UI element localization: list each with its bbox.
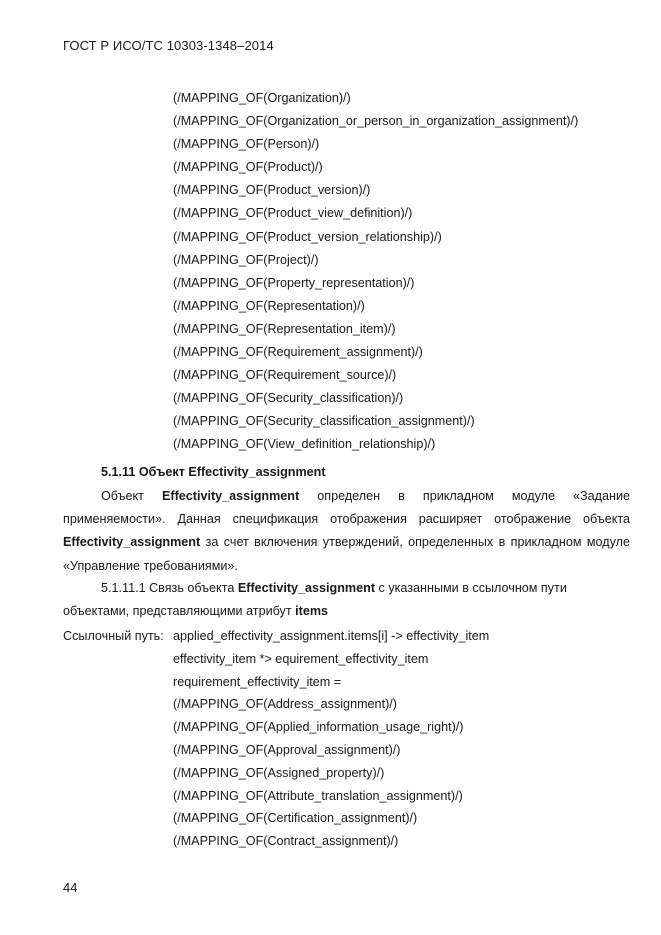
- list-item: (/MAPPING_OF(Organization_or_person_in_organization_assignment)/): [173, 114, 579, 129]
- reference-path-label: Ссылочный путь:: [63, 629, 164, 643]
- list-item: (/MAPPING_OF(Security_classification_assignment)/): [173, 414, 475, 429]
- subsection-paragraph: 5.1.11.1 Связь объекта Effectivity_assignment с указанными в ссылочном пути объектами, представляющими атрибут items: [63, 581, 567, 619]
- list-item: (/MAPPING_OF(Applied_information_usage_right)/): [173, 720, 464, 735]
- section-heading: 5.1.11 Объект Effectivity_assignment: [101, 465, 326, 479]
- section-paragraph: Объект Effectivity_assignment определен в прикладном модуле «Задание применяемости». Данная спецификация отображения расширяет отображение объекта Effectivity_assignment за счет включения утверждений, определенных в прикладном модуле «Управление требованиями».: [63, 489, 630, 573]
- list-item: (/MAPPING_OF(Product_view_definition)/): [173, 206, 413, 221]
- list-item: (/MAPPING_OF(Product_version_relationship)/): [173, 229, 442, 244]
- document-header: ГОСТ Р ИСО/ТС 10303-1348–2014: [63, 38, 274, 53]
- list-item: effectivity_item *> equirement_effectivity_item: [173, 651, 429, 666]
- list-item: (/MAPPING_OF(Contract_assignment)/): [173, 834, 399, 849]
- list-item: requirement_effectivity_item =: [173, 674, 342, 689]
- list-item: (/MAPPING_OF(Property_representation)/): [173, 275, 415, 290]
- list-item: (/MAPPING_OF(Person)/): [173, 137, 320, 152]
- list-item: (/MAPPING_OF(Attribute_translation_assignment)/): [173, 788, 463, 803]
- list-item: (/MAPPING_OF(Representation)/): [173, 298, 365, 313]
- list-item: (/MAPPING_OF(Requirement_source)/): [173, 368, 397, 383]
- list-item: (/MAPPING_OF(Certification_assignment)/): [173, 811, 418, 826]
- list-item: (/MAPPING_OF(Project)/): [173, 252, 319, 267]
- reference-path-list: [173, 626, 489, 854]
- list-item: (/MAPPING_OF(Security_classification)/): [173, 391, 404, 406]
- list-item: applied_effectivity_assignment.items[i] -> effectivity_item: [173, 629, 490, 643]
- list-item: (/MAPPING_OF(Organization)/): [173, 91, 351, 105]
- list-item: (/MAPPING_OF(Address_assignment)/): [173, 697, 397, 712]
- list-item: (/MAPPING_OF(Product_version)/): [173, 183, 371, 198]
- list-item: (/MAPPING_OF(Representation_item)/): [173, 321, 396, 336]
- list-item: (/MAPPING_OF(Approval_assignment)/): [173, 742, 401, 757]
- list-item: (/MAPPING_OF(Requirement_assignment)/): [173, 345, 423, 360]
- list-item: (/MAPPING_OF(View_definition_relationship)/): [173, 437, 436, 452]
- list-item: (/MAPPING_OF(Product)/): [173, 160, 323, 175]
- page-number: 44: [63, 880, 78, 895]
- mapping-list: [173, 87, 578, 457]
- list-item: (/MAPPING_OF(Assigned_property)/): [173, 765, 385, 780]
